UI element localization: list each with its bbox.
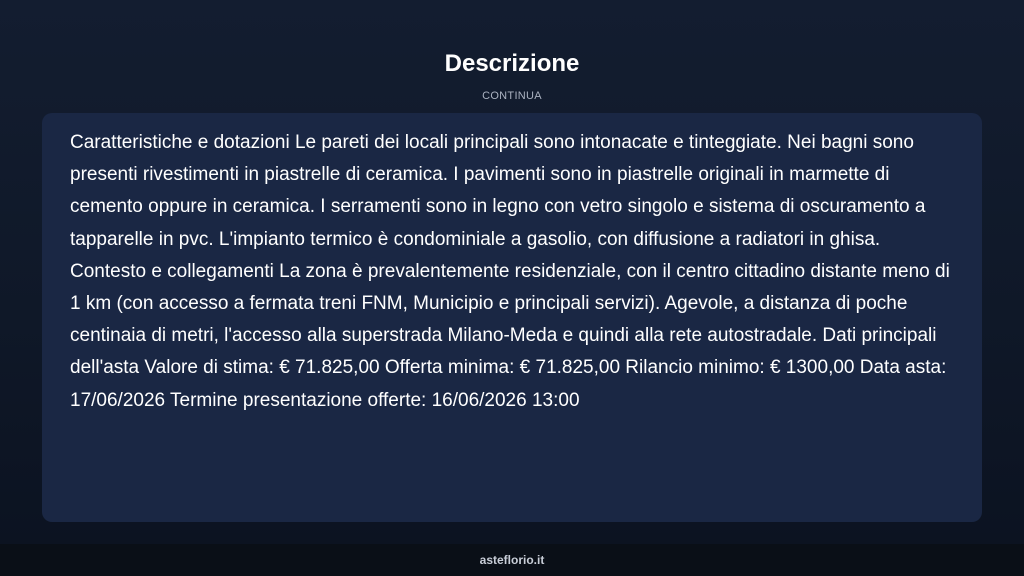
footer-brand: asteflorio.it <box>479 553 545 567</box>
footer-bar <box>0 544 1024 576</box>
description-card <box>42 113 982 522</box>
description-text: Caratteristiche e dotazioni Le pareti dei locali principali sono intonacate e tinteggiate. Nei bagni sono presenti rivestimenti in piastrelle di ceramica. I pavimenti sono in piastrelle originali in marmette di cemento oppure in ceramica. I serramenti sono in legno con vetro singolo e sistema di oscuramento a tapparelle in pvc. L'impianto termico è condominiale a gasolio, con diffusione a radiatori in ghisa. Contesto e collegamenti La zona è prevalentemente residenziale, con il centro cittadino distante meno di 1 km (con accesso a fermata treni FNM, Municipio e principali servizi). Agevole, a distanza di poche centinaia di metri, l'accesso alla superstrada Milano-Meda e quindi alla rete autostradale. Dati principali dell'asta Valore di stima: € 71.825,00 Offerta minima: € 71.825,00 Rilancio minimo: € 1300,00 Data asta: 17/06/2026 Termine presentazione offerte: 16/06/2026 13:00 <box>70 132 950 411</box>
page-title: Descrizione <box>444 50 580 77</box>
continue-link[interactable]: CONTINUA <box>482 90 542 102</box>
